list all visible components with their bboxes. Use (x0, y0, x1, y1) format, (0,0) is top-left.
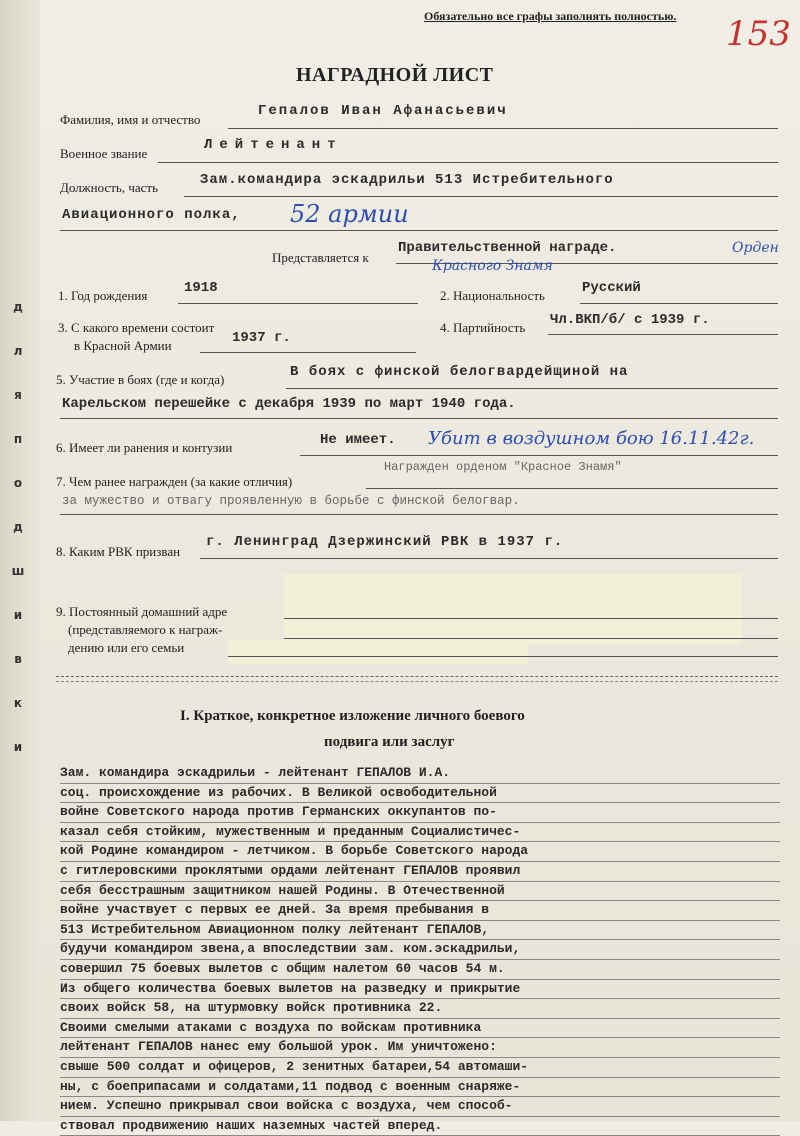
address-label-3: дению или его семьи (68, 640, 185, 655)
nationality-label: 2. Национальность (440, 288, 545, 303)
document-title: НАГРАДНОЙ ЛИСТ (296, 64, 494, 86)
rvk-label: 8. Каким РВК призван (56, 544, 181, 559)
side-strip-letter: в (14, 652, 22, 666)
presented-label: Представляется к (272, 250, 369, 265)
side-strip-letter: к (13, 696, 23, 710)
narrative-line: своих войск 58, на штурмовку войск противника 22. (60, 999, 780, 1019)
birth-year-label: 1. Год рождения (58, 288, 148, 303)
side-strip-letter: д (13, 520, 23, 534)
party-value: Чл.ВКП/б/ с 1939 г. (550, 312, 710, 328)
redacted-address (284, 574, 742, 644)
address-label-2: (представляемого к награж- (68, 622, 223, 637)
name-label: Фамилия, имя и отчество (60, 112, 201, 127)
binding-strip (0, 0, 40, 1121)
narrative-line: лейтенант ГЕПАЛОВ нанес ему большой урок. Им уничтожено: (60, 1038, 780, 1058)
narrative-line: ствовал продвижению наших наземных частей вперед. (60, 1117, 780, 1136)
battles-value: В боях с финской белогвардейщиной на (290, 364, 629, 380)
narrative-line: Зам. командира эскадрильи - лейтенант ГЕПАЛОВ И.А. (60, 764, 780, 784)
side-strip-letter: я (14, 388, 22, 402)
rank-label: Военное звание (60, 146, 148, 161)
side-strip-letter: и (13, 608, 23, 622)
previous-awards-value-2: за мужество и отвагу проявленную в борьбе с финской белогвар. (62, 494, 520, 508)
section-heading: I. Краткое, конкретное изложение личного боевого (180, 708, 525, 724)
narrative-line: войне участвует с первых ее дней. За время пребывания в (60, 901, 780, 921)
wounds-value: Не имеет. (320, 432, 396, 448)
narrative-line: Из общего количества боевых вылетов на разведку и прикрытие (60, 980, 780, 1000)
narrative-line: свыше 500 солдат и офицеров, 2 зенитных батареи,54 автомаши- (60, 1058, 780, 1078)
section-heading-2: подвига или заслуг (324, 734, 455, 750)
presented-value: Правительственной награде. (398, 240, 617, 256)
narrative-line: будучи командиром звена,а впоследствии зам. ком.эскадрильи, (60, 940, 780, 960)
narrative-line: казал себя стойким, мужественным и преданным Социалистичес- (60, 823, 780, 843)
side-strip-letter: и (13, 740, 23, 754)
narrative-line: нием. Успешно прикрывал свои войска с воздуха, чем способ- (60, 1097, 780, 1117)
previous-awards-label: 7. Чем ранее награжден (за какие отличия) (56, 474, 293, 489)
narrative-line: кой Родине командиром - летчиком. В борьбе Советского народа (60, 842, 780, 862)
position-value-2: Авиационного полка, (62, 207, 241, 223)
redacted-address-2 (228, 640, 528, 664)
army-since-label: 3. С какого времени состоит (58, 320, 215, 335)
army-handwritten: 52 армии (290, 200, 409, 228)
narrative-line: войне Советского народа против Германских оккупантов по- (60, 803, 780, 823)
side-strip-letter: ш (11, 564, 25, 578)
army-since-label-2: в Красной Армии (74, 338, 172, 353)
order-handwritten: Орден (732, 240, 779, 256)
narrative-line: с гитлеровскими проклятыми ордами лейтенант ГЕПАЛОВ проявил (60, 862, 780, 882)
army-since-value: 1937 г. (232, 330, 291, 346)
sheet-number: 153 (726, 14, 791, 54)
narrative-line: Своими смелыми атаками с воздуха по войскам противника (60, 1019, 780, 1039)
narrative-line: себя бесстрашным защитником нашей Родины. В Отечественной (60, 882, 780, 902)
combat-narrative (60, 764, 780, 1136)
address-label: 9. Постоянный домашний адре (56, 604, 228, 619)
narrative-line: ны, с боеприпасами и солдатами,11 подвод с военным снаряже- (60, 1078, 780, 1098)
side-strip-letter: п (13, 432, 23, 446)
nationality-value: Русский (582, 280, 641, 296)
side-strip-letter: л (13, 344, 23, 358)
narrative-line: совершил 75 боевых вылетов с общим налетом 60 часов 54 м. (60, 960, 780, 980)
battles-label: 5. Участие в боях (где и когда) (56, 372, 225, 387)
narrative-line: соц. происхождение из рабочих. В Великой освободительной (60, 784, 780, 804)
rank-value: Лейтенант (204, 137, 343, 153)
wounds-label: 6. Имеет ли ранения и контузии (56, 440, 233, 455)
party-label: 4. Партийность (440, 320, 526, 335)
battles-value-2: Карельском перешейке с декабря 1939 по март 1940 года. (62, 396, 516, 412)
wounds-handwritten: Убит в воздушном бою 16.11.42г. (428, 428, 755, 449)
presented-handwritten: Красного Знамя (432, 258, 553, 274)
rvk-value: г. Ленинград Дзержинский РВК в 1937 г. (206, 534, 564, 550)
narrative-line: 513 Истребительном Авиационном полку лейтенант ГЕПАЛОВ, (60, 921, 780, 941)
position-label: Должность, часть (60, 180, 159, 195)
position-value: Зам.командира эскадрильи 513 Истребительного (200, 172, 614, 188)
side-strip-letter: д (13, 300, 23, 314)
previous-awards-value: Награжден орденом "Красное Знамя" (384, 460, 622, 474)
side-strip-letter: о (13, 476, 23, 490)
birth-year-value: 1918 (184, 280, 218, 296)
fill-all-fields-notice: Обязательно все графы заполнять полностью. (424, 9, 677, 23)
name-value: Гепалов Иван Афанасьевич (258, 103, 508, 119)
